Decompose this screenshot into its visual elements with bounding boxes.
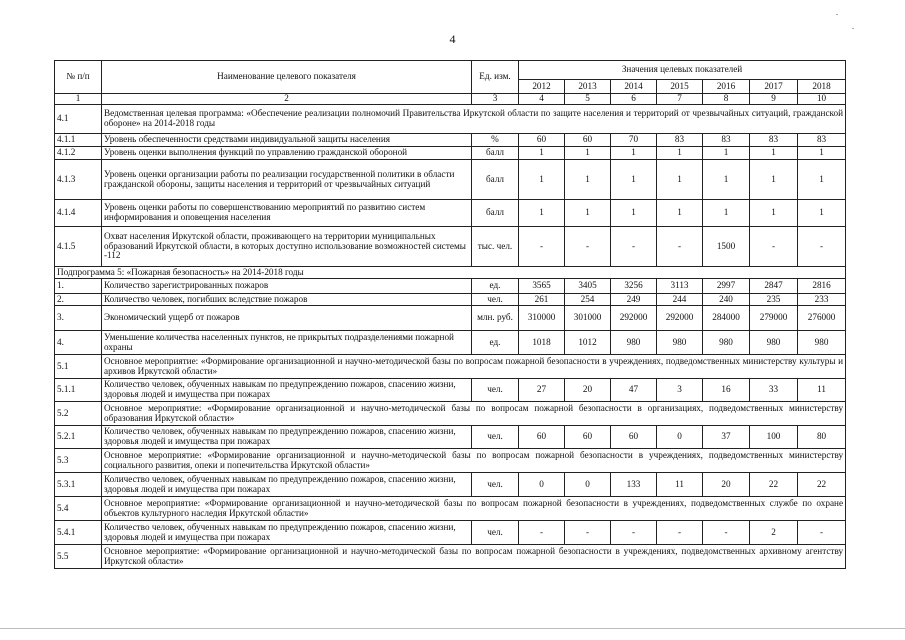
value-cell: 1 xyxy=(798,200,846,227)
unit-cell: чел. xyxy=(472,426,519,449)
value-cell: 1 xyxy=(519,200,565,227)
value-cell: 1 xyxy=(703,160,750,200)
value-cell: 249 xyxy=(611,294,657,306)
column-number: 5 xyxy=(565,94,611,105)
unit-cell: чел. xyxy=(472,379,519,402)
column-number: 10 xyxy=(798,94,846,105)
row-number: 4. xyxy=(55,331,102,355)
section-row xyxy=(55,545,846,569)
column-number: 2 xyxy=(102,94,472,105)
value-cell: 1 xyxy=(750,160,798,200)
value-cell: 1 xyxy=(611,200,657,227)
value-cell: 1 xyxy=(565,160,611,200)
value-cell: - xyxy=(750,227,798,267)
table-row xyxy=(55,200,846,227)
value-cell: 240 xyxy=(703,294,750,306)
value-cell: 60 xyxy=(611,426,657,449)
header-year: 2014 xyxy=(611,80,657,94)
unit-cell: ед. xyxy=(472,279,519,294)
value-cell: 1 xyxy=(750,147,798,160)
column-number: 8 xyxy=(703,94,750,105)
scan-speck xyxy=(836,14,838,15)
unit-cell: чел. xyxy=(472,294,519,306)
value-cell: 2816 xyxy=(798,279,846,294)
value-cell: 301000 xyxy=(565,306,611,331)
value-cell: 1 xyxy=(611,160,657,200)
indicator-name: Охват населения Иркутской области, проживающего на территории муниципальных образований Иркутской области, в которых доступно использование возможностей системы -112 xyxy=(102,227,472,267)
section-title: Основное мероприятие: «Формирование организационной и научно-методической базы по вопросам пожарной безопасности в учреждениях, подведомственных министерству культуры и архивов Иркутской области» xyxy=(102,355,846,379)
value-cell: 83 xyxy=(703,134,750,147)
row-number: 1. xyxy=(55,279,102,294)
value-cell: 20 xyxy=(703,473,750,497)
value-cell: 3256 xyxy=(611,279,657,294)
section-row xyxy=(55,355,846,379)
unit-cell: чел. xyxy=(472,473,519,497)
value-cell: 1012 xyxy=(565,331,611,355)
column-number: 1 xyxy=(55,94,102,105)
value-cell: - xyxy=(611,521,657,545)
table-row xyxy=(55,331,846,355)
table-row xyxy=(55,521,846,545)
page-number: 4 xyxy=(449,32,456,46)
row-number: 4.1.4 xyxy=(55,200,102,227)
table-row xyxy=(55,426,846,449)
unit-cell: балл xyxy=(472,160,519,200)
row-number: 4.1.5 xyxy=(55,227,102,267)
value-cell: 1018 xyxy=(519,331,565,355)
value-cell: 33 xyxy=(750,379,798,402)
table-row xyxy=(55,147,846,160)
section-title: Ведомственная целевая программа: «Обеспечение реализации полномочий Правительства Иркутской области по защите населения и территорий от чрезвычайных ситуаций, гражданской обороне» на 2014-2018 годы xyxy=(102,105,846,134)
value-cell: 284000 xyxy=(703,306,750,331)
header-year: 2012 xyxy=(519,80,565,94)
column-number-row xyxy=(55,94,846,105)
value-cell: 261 xyxy=(519,294,565,306)
row-number: 4.1.1 xyxy=(55,134,102,147)
value-cell: 235 xyxy=(750,294,798,306)
value-cell: 1 xyxy=(611,147,657,160)
unit-cell: балл xyxy=(472,147,519,160)
value-cell: 60 xyxy=(565,426,611,449)
value-cell: 1 xyxy=(565,200,611,227)
value-cell: 1 xyxy=(703,200,750,227)
value-cell: 11 xyxy=(657,473,703,497)
value-cell: 0 xyxy=(657,426,703,449)
header-num: № п/п xyxy=(55,61,102,94)
row-number: 5.1 xyxy=(55,355,102,379)
value-cell: 2997 xyxy=(703,279,750,294)
value-cell: 1 xyxy=(703,147,750,160)
value-cell: 0 xyxy=(565,473,611,497)
header-unit: Ед. изм. xyxy=(472,61,519,94)
column-number: 4 xyxy=(519,94,565,105)
value-cell: - xyxy=(657,521,703,545)
value-cell: 292000 xyxy=(657,306,703,331)
value-cell: 244 xyxy=(657,294,703,306)
scan-speck xyxy=(852,28,854,29)
value-cell: 47 xyxy=(611,379,657,402)
value-cell: 254 xyxy=(565,294,611,306)
value-cell: 27 xyxy=(519,379,565,402)
table-row xyxy=(55,379,846,402)
section-row xyxy=(55,402,846,426)
row-number: 5.2 xyxy=(55,402,102,426)
value-cell: 0 xyxy=(519,473,565,497)
value-cell: 3405 xyxy=(565,279,611,294)
section-row xyxy=(55,497,846,521)
value-cell: 100 xyxy=(750,426,798,449)
table-row xyxy=(55,160,846,200)
value-cell: 276000 xyxy=(798,306,846,331)
header-year: 2015 xyxy=(657,80,703,94)
value-cell: 1 xyxy=(657,200,703,227)
row-number: 5.3.1 xyxy=(55,473,102,497)
table-row xyxy=(55,294,846,306)
value-cell: - xyxy=(519,227,565,267)
unit-cell: % xyxy=(472,134,519,147)
column-number: 7 xyxy=(657,94,703,105)
section-title: Основное мероприятие: «Формирование организационной и научно-методической базы по вопросам пожарной безопасности в учреждениях, подведомственных архивному агентству Иркутской области» xyxy=(102,545,846,569)
header-name: Наименование целевого показателя xyxy=(102,61,472,94)
row-number: 5.4.1 xyxy=(55,521,102,545)
column-number: 9 xyxy=(750,94,798,105)
indicator-name: Уровень оценки выполнения функций по управлению гражданской обороной xyxy=(102,147,472,160)
header-year: 2016 xyxy=(703,80,750,94)
value-cell: - xyxy=(703,521,750,545)
indicator-name: Уровень оценки работы по совершенствованию мероприятий по развитию систем информирования и оповещения населения xyxy=(102,200,472,227)
unit-cell: балл xyxy=(472,200,519,227)
row-number: 3. xyxy=(55,306,102,331)
value-cell: - xyxy=(798,521,846,545)
section-row xyxy=(55,105,846,134)
value-cell: 2847 xyxy=(750,279,798,294)
row-number: 5.3 xyxy=(55,449,102,473)
value-cell: 310000 xyxy=(519,306,565,331)
row-number: 5.4 xyxy=(55,497,102,521)
section-title: Основное мероприятие: «Формирование организационной и научно-методической базы по вопросам пожарной безопасности в учреждениях, подведомственных министерству социального развития, опеки и попечительства Иркутской области» xyxy=(102,449,846,473)
table-row xyxy=(55,279,846,294)
table-row xyxy=(55,306,846,331)
value-cell: 3565 xyxy=(519,279,565,294)
header-year: 2017 xyxy=(750,80,798,94)
indicator-name: Количество человек, обученных навыкам по предупреждению пожаров, спасению жизни, здоровья людей и имущества при пожарах xyxy=(102,521,472,545)
unit-cell: тыс. чел. xyxy=(472,227,519,267)
value-cell: 20 xyxy=(565,379,611,402)
indicator-name: Экономический ущерб от пожаров xyxy=(102,306,472,331)
value-cell: 83 xyxy=(750,134,798,147)
subprogram-title: Подпрограмма 5: «Пожарная безопасность» на 2014-2018 годы xyxy=(55,267,846,279)
row-number: 2. xyxy=(55,294,102,306)
row-number: 4.1.2 xyxy=(55,147,102,160)
value-cell: 3 xyxy=(657,379,703,402)
target-indicators-table xyxy=(54,60,846,569)
value-cell: 980 xyxy=(657,331,703,355)
value-cell: 1 xyxy=(657,147,703,160)
row-number: 4.1 xyxy=(55,105,102,134)
value-cell: 16 xyxy=(703,379,750,402)
subprogram-row xyxy=(55,267,846,279)
value-cell: 83 xyxy=(798,134,846,147)
value-cell: 22 xyxy=(750,473,798,497)
section-title: Основное мероприятие: «Формирование организационной и научно-методической базы по вопросам пожарной безопасности в организациях, подведомственных министерству образования Иркутской области» xyxy=(102,402,846,426)
value-cell: 2 xyxy=(750,521,798,545)
scan-bottom-edge xyxy=(0,628,905,629)
value-cell: - xyxy=(798,227,846,267)
value-cell: 1 xyxy=(750,200,798,227)
row-number: 5.1.1 xyxy=(55,379,102,402)
value-cell: 1 xyxy=(519,147,565,160)
indicator-name: Количество человек, погибших вследствие пожаров xyxy=(102,294,472,306)
value-cell: 1 xyxy=(519,160,565,200)
section-row xyxy=(55,449,846,473)
row-number: 4.1.3 xyxy=(55,160,102,200)
table-row xyxy=(55,134,846,147)
value-cell: 11 xyxy=(798,379,846,402)
header-values-group: Значения целевых показателей xyxy=(519,61,846,80)
value-cell: 1 xyxy=(565,147,611,160)
value-cell: 279000 xyxy=(750,306,798,331)
row-number: 5.2.1 xyxy=(55,426,102,449)
value-cell: 83 xyxy=(657,134,703,147)
value-cell: 980 xyxy=(750,331,798,355)
value-cell: 1 xyxy=(798,147,846,160)
indicator-name: Количество человек, обученных навыкам по предупреждению пожаров, спасению жизни, здоровья людей и имущества при пожарах xyxy=(102,426,472,449)
value-cell: 980 xyxy=(611,331,657,355)
column-number: 3 xyxy=(472,94,519,105)
unit-cell: чел. xyxy=(472,521,519,545)
unit-cell: млн. руб. xyxy=(472,306,519,331)
value-cell: 60 xyxy=(519,426,565,449)
value-cell: - xyxy=(519,521,565,545)
value-cell: 980 xyxy=(798,331,846,355)
value-cell: 60 xyxy=(565,134,611,147)
indicator-name: Уровень оценки организации работы по реализации государственной политики в области гражданской обороны, защиты населения и территорий от чрезвычайных ситуаций xyxy=(102,160,472,200)
value-cell: 133 xyxy=(611,473,657,497)
unit-cell: ед. xyxy=(472,331,519,355)
indicator-name: Уровень обеспеченности средствами индивидуальной защиты населения xyxy=(102,134,472,147)
value-cell: 1 xyxy=(657,160,703,200)
indicator-name: Количество человек, обученных навыкам по предупреждению пожаров, спасению жизни, здоровья людей и имущества при пожарах xyxy=(102,473,472,497)
value-cell: - xyxy=(611,227,657,267)
value-cell: 980 xyxy=(703,331,750,355)
value-cell: - xyxy=(565,521,611,545)
value-cell: 292000 xyxy=(611,306,657,331)
value-cell: - xyxy=(565,227,611,267)
value-cell: 22 xyxy=(798,473,846,497)
table-row xyxy=(55,227,846,267)
value-cell: 37 xyxy=(703,426,750,449)
row-number: 5.5 xyxy=(55,545,102,569)
column-number: 6 xyxy=(611,94,657,105)
value-cell: - xyxy=(657,227,703,267)
indicator-name: Количество человек, обученных навыкам по предупреждению пожаров, спасению жизни, здоровья людей и имущества при пожарах xyxy=(102,379,472,402)
section-title: Основное мероприятие: «Формирование организационной и научно-методической базы по вопросам пожарной безопасности в учреждениях, подведомственных службе по охране объектов культурного наследия Иркутской области» xyxy=(102,497,846,521)
value-cell: 1 xyxy=(798,160,846,200)
value-cell: 3113 xyxy=(657,279,703,294)
indicator-name: Уменьшение количества населенных пунктов, не прикрытых подразделениями пожарной охраны xyxy=(102,331,472,355)
indicator-name: Количество зарегистрированных пожаров xyxy=(102,279,472,294)
table-row xyxy=(55,473,846,497)
header-year: 2013 xyxy=(565,80,611,94)
value-cell: 233 xyxy=(798,294,846,306)
value-cell: 1500 xyxy=(703,227,750,267)
value-cell: 60 xyxy=(519,134,565,147)
value-cell: 70 xyxy=(611,134,657,147)
value-cell: 80 xyxy=(798,426,846,449)
header-year: 2018 xyxy=(798,80,846,94)
